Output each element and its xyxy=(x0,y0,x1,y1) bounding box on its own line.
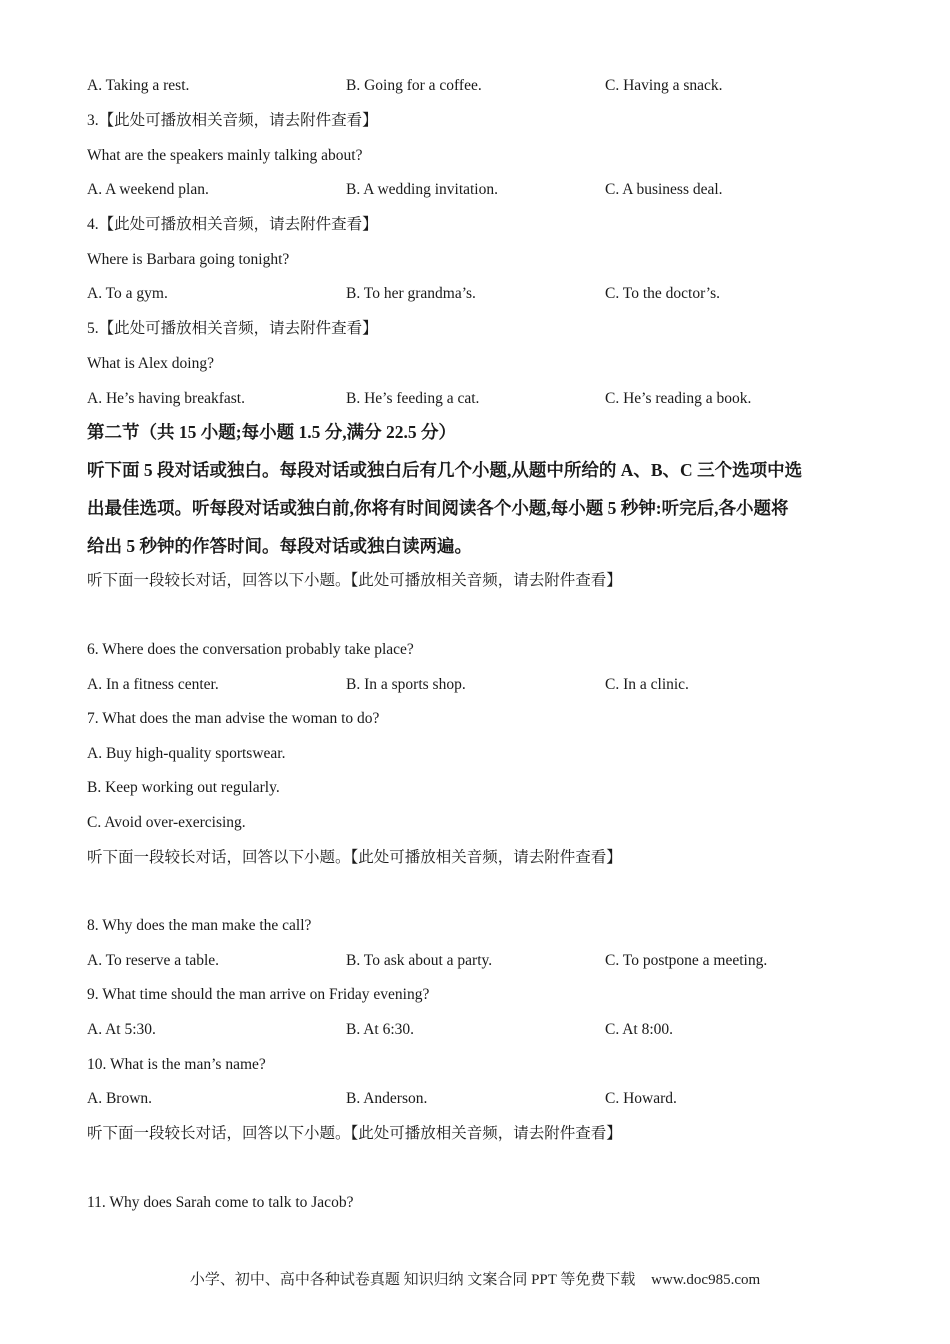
option-a: A. In a fitness center. xyxy=(87,676,219,693)
question-text: 9. What time should the man arrive on Friday evening? xyxy=(87,986,430,1003)
option-c: C. To postpone a meeting. xyxy=(605,952,768,969)
option-a: A. Brown. xyxy=(87,1090,153,1107)
option-b: B. Anderson. xyxy=(346,1090,428,1107)
option-c: C. Howard. xyxy=(605,1090,677,1107)
option-c: C. At 8:00. xyxy=(605,1021,674,1038)
option-a: A. He’s having breakfast. xyxy=(87,390,245,407)
section-heading: 第二节（共 15 小题;每小题 1.5 分,满分 22.5 分） xyxy=(87,422,456,442)
option-c: C. Having a snack. xyxy=(605,77,723,94)
option-b: B. In a sports shop. xyxy=(346,676,466,693)
option-b: B. Going for a coffee. xyxy=(346,77,482,94)
option-b: B. He’s feeding a cat. xyxy=(346,390,480,407)
question-number: 3.【此处可播放相关音频，请去附件查看】 xyxy=(87,112,378,129)
question-text: What is Alex doing? xyxy=(87,355,214,372)
option-b: B. A wedding invitation. xyxy=(346,181,498,198)
question-text: Where is Barbara going tonight? xyxy=(87,251,290,268)
dialog-intro: 听下面一段较长对话，回答以下小题。【此处可播放相关音频，请去附件查看】 xyxy=(87,849,622,866)
option-a: A. Buy high-quality sportswear. xyxy=(87,745,286,762)
option-c: C. Avoid over-exercising. xyxy=(87,814,246,831)
option-c: C. In a clinic. xyxy=(605,676,689,693)
question-number: 4.【此处可播放相关音频，请去附件查看】 xyxy=(87,216,378,233)
question-text: What are the speakers mainly talking about? xyxy=(87,147,363,164)
dialog-intro: 听下面一段较长对话，回答以下小题。【此处可播放相关音频，请去附件查看】 xyxy=(87,1125,622,1142)
footer-link[interactable]: www.doc985.com xyxy=(651,1272,761,1288)
option-c: C. To the doctor’s. xyxy=(605,285,721,302)
option-a: A. A weekend plan. xyxy=(87,181,209,198)
question-text: 10. What is the man’s name? xyxy=(87,1056,266,1073)
section-instructions-line-3: 给出 5 秒钟的作答时间。每段对话或独白读两遍。 xyxy=(87,536,472,556)
question-number: 5.【此处可播放相关音频，请去附件查看】 xyxy=(87,320,378,337)
option-b: B. To ask about a party. xyxy=(346,952,493,969)
option-b: B. Keep working out regularly. xyxy=(87,779,280,796)
option-a: A. At 5:30. xyxy=(87,1021,156,1038)
footer-text: 小学、初中、高中各种试卷真题 知识归纳 文案合同 PPT 等免费下载 xyxy=(189,1272,636,1288)
option-a: A. To a gym. xyxy=(87,285,168,302)
question-text: 11. Why does Sarah come to talk to Jacob? xyxy=(87,1194,354,1211)
option-c: C. A business deal. xyxy=(605,181,723,198)
option-a: A. Taking a rest. xyxy=(87,77,190,94)
page-footer xyxy=(0,1268,950,1289)
question-text: 7. What does the man advise the woman to do? xyxy=(87,710,380,727)
question-text: 6. Where does the conversation probably take place? xyxy=(87,641,414,658)
section-instructions-line-2: 出最佳选项。听每段对话或独白前,你将有时间阅读各个小题,每小题 5 秒钟:听完后,各小题将 xyxy=(87,498,789,518)
option-a: A. To reserve a table. xyxy=(87,952,220,969)
dialog-intro: 听下面一段较长对话，回答以下小题。【此处可播放相关音频，请去附件查看】 xyxy=(87,572,622,589)
option-c: C. He’s reading a book. xyxy=(605,390,752,407)
section-instructions-line-1: 听下面 5 段对话或独白。每段对话或独白后有几个小题,从题中所给的 A、B、C 三个选项中选 xyxy=(87,460,803,480)
option-b: B. To her grandma’s. xyxy=(346,285,476,302)
question-text: 8. Why does the man make the call? xyxy=(87,917,312,934)
option-b: B. At 6:30. xyxy=(346,1021,415,1038)
